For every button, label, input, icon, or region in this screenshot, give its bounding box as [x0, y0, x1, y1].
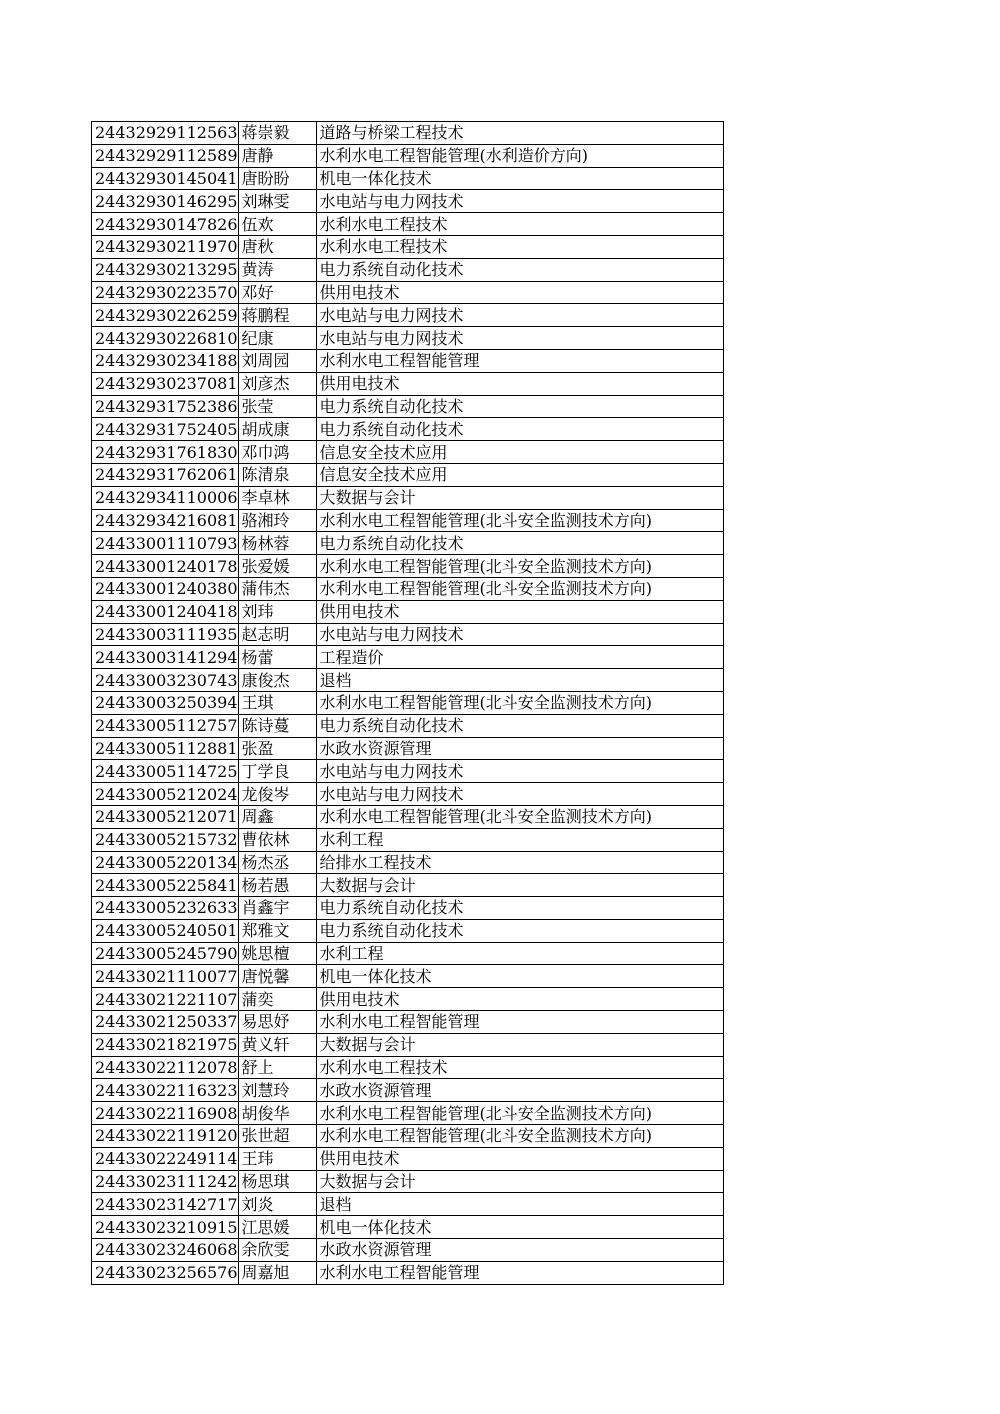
student-name-cell: 刘慧玲 — [238, 1079, 316, 1102]
major-cell: 退档 — [316, 1193, 723, 1216]
table-row — [92, 1125, 724, 1148]
major-cell: 水利水电工程技术 — [316, 213, 723, 236]
table-row — [92, 919, 724, 942]
major-cell: 水电站与电力网技术 — [316, 783, 723, 806]
table-row — [92, 1239, 724, 1262]
candidate-number-cell: 24433023256576 — [92, 1261, 239, 1284]
table-row — [92, 1102, 724, 1125]
candidate-number-cell: 24432930226259 — [92, 304, 239, 327]
candidate-number-cell: 24432930147826 — [92, 213, 239, 236]
student-name-cell: 黄义轩 — [238, 1033, 316, 1056]
major-cell: 水利水电工程智能管理(北斗安全监测技术方向) — [316, 805, 723, 828]
major-cell: 水利水电工程智能管理(北斗安全监测技术方向) — [316, 1102, 723, 1125]
major-cell: 机电一体化技术 — [316, 167, 723, 190]
student-name-cell: 邓好 — [238, 281, 316, 304]
table-row — [92, 714, 724, 737]
major-cell: 水电站与电力网技术 — [316, 623, 723, 646]
student-name-cell: 蒋崇毅 — [238, 122, 316, 145]
student-name-cell: 周嘉旭 — [238, 1261, 316, 1284]
major-cell: 水利水电工程智能管理 — [316, 1261, 723, 1284]
major-cell: 水利水电工程技术 — [316, 235, 723, 258]
table-row — [92, 897, 724, 920]
table-row — [92, 942, 724, 965]
major-cell: 机电一体化技术 — [316, 1216, 723, 1239]
student-name-cell: 杨杰丞 — [238, 851, 316, 874]
student-name-cell: 杨林蓉 — [238, 532, 316, 555]
major-cell: 给排水工程技术 — [316, 851, 723, 874]
table-row — [92, 509, 724, 532]
table-row — [92, 577, 724, 600]
candidate-number-cell: 24433001240178 — [92, 555, 239, 578]
major-cell: 大数据与会计 — [316, 874, 723, 897]
major-cell: 电力系统自动化技术 — [316, 919, 723, 942]
student-name-cell: 赵志明 — [238, 623, 316, 646]
major-cell: 水利水电工程智能管理(北斗安全监测技术方向) — [316, 1125, 723, 1148]
student-name-cell: 龙俊岑 — [238, 783, 316, 806]
table-row — [92, 1056, 724, 1079]
candidate-number-cell: 24432929112563 — [92, 122, 239, 145]
candidate-number-cell: 24432930234188 — [92, 349, 239, 372]
student-name-cell: 周鑫 — [238, 805, 316, 828]
table-row — [92, 349, 724, 372]
table-row — [92, 190, 724, 213]
table-row — [92, 828, 724, 851]
major-cell: 工程造价 — [316, 646, 723, 669]
student-name-cell: 余欣雯 — [238, 1239, 316, 1262]
candidate-number-cell: 24432930211970 — [92, 235, 239, 258]
candidate-number-cell: 24433005112881 — [92, 737, 239, 760]
table-row — [92, 327, 724, 350]
major-cell: 水利水电工程智能管理(北斗安全监测技术方向) — [316, 577, 723, 600]
candidate-number-cell: 24433022249114 — [92, 1147, 239, 1170]
major-cell: 大数据与会计 — [316, 486, 723, 509]
candidate-number-cell: 24433003111935 — [92, 623, 239, 646]
candidate-number-cell: 24433005225841 — [92, 874, 239, 897]
major-cell: 水政水资源管理 — [316, 737, 723, 760]
candidate-number-cell: 24433005212071 — [92, 805, 239, 828]
student-name-cell: 张盈 — [238, 737, 316, 760]
student-name-cell: 杨若愚 — [238, 874, 316, 897]
table-row — [92, 235, 724, 258]
candidate-number-cell: 24433005112757 — [92, 714, 239, 737]
major-cell: 水利工程 — [316, 828, 723, 851]
major-cell: 供用电技术 — [316, 281, 723, 304]
student-name-cell: 郑雅文 — [238, 919, 316, 942]
student-name-cell: 胡成康 — [238, 418, 316, 441]
candidate-number-cell: 24433001240380 — [92, 577, 239, 600]
major-cell: 供用电技术 — [316, 600, 723, 623]
student-name-cell: 唐盼盼 — [238, 167, 316, 190]
student-name-cell: 刘彦杰 — [238, 372, 316, 395]
candidate-number-cell: 24432930226810 — [92, 327, 239, 350]
table-row — [92, 1033, 724, 1056]
major-cell: 水电站与电力网技术 — [316, 190, 723, 213]
major-cell: 水利水电工程智能管理 — [316, 1011, 723, 1034]
table-row — [92, 281, 724, 304]
candidate-number-cell: 24432930145041 — [92, 167, 239, 190]
student-name-cell: 刘炎 — [238, 1193, 316, 1216]
major-cell: 电力系统自动化技术 — [316, 714, 723, 737]
candidate-number-cell: 24433021250337 — [92, 1011, 239, 1034]
table-row — [92, 1011, 724, 1034]
table-row — [92, 372, 724, 395]
table-row — [92, 783, 724, 806]
student-name-cell: 唐静 — [238, 144, 316, 167]
student-name-cell: 纪康 — [238, 327, 316, 350]
student-name-cell: 胡俊华 — [238, 1102, 316, 1125]
major-cell: 水利水电工程智能管理 — [316, 349, 723, 372]
candidate-number-cell: 24432931761830 — [92, 441, 239, 464]
major-cell: 道路与桥梁工程技术 — [316, 122, 723, 145]
candidate-number-cell: 24432930223570 — [92, 281, 239, 304]
candidate-number-cell: 24433005240501 — [92, 919, 239, 942]
major-cell: 信息安全技术应用 — [316, 463, 723, 486]
major-cell: 水利水电工程智能管理(北斗安全监测技术方向) — [316, 509, 723, 532]
table-row — [92, 486, 724, 509]
major-cell: 水利水电工程技术 — [316, 1056, 723, 1079]
student-name-cell: 邓巾鸿 — [238, 441, 316, 464]
major-cell: 供用电技术 — [316, 372, 723, 395]
candidate-number-cell: 24433022116908 — [92, 1102, 239, 1125]
table-row — [92, 395, 724, 418]
major-cell: 水电站与电力网技术 — [316, 760, 723, 783]
student-name-cell: 丁学良 — [238, 760, 316, 783]
table-row — [92, 851, 724, 874]
student-name-cell: 曹依林 — [238, 828, 316, 851]
candidate-number-cell: 24433005232633 — [92, 897, 239, 920]
student-name-cell: 蒲奕 — [238, 988, 316, 1011]
table-row — [92, 418, 724, 441]
table-row — [92, 304, 724, 327]
table-row — [92, 691, 724, 714]
candidate-number-cell: 24433003230743 — [92, 669, 239, 692]
candidate-number-cell: 24432929112589 — [92, 144, 239, 167]
student-name-cell: 杨思琪 — [238, 1170, 316, 1193]
candidate-number-cell: 24433023210915 — [92, 1216, 239, 1239]
candidate-number-cell: 24433022119120 — [92, 1125, 239, 1148]
major-cell: 供用电技术 — [316, 988, 723, 1011]
major-cell: 电力系统自动化技术 — [316, 418, 723, 441]
candidate-number-cell: 24432934216081 — [92, 509, 239, 532]
major-cell: 电力系统自动化技术 — [316, 258, 723, 281]
student-name-cell: 康俊杰 — [238, 669, 316, 692]
table-row — [92, 965, 724, 988]
student-name-cell: 蒋鹏程 — [238, 304, 316, 327]
candidate-number-cell: 24433022116323 — [92, 1079, 239, 1102]
table-row — [92, 1170, 724, 1193]
student-name-cell: 王琪 — [238, 691, 316, 714]
table-row — [92, 669, 724, 692]
table-row — [92, 122, 724, 145]
student-name-cell: 蒲伟杰 — [238, 577, 316, 600]
major-cell: 大数据与会计 — [316, 1033, 723, 1056]
student-name-cell: 易思妤 — [238, 1011, 316, 1034]
candidate-number-cell: 24433005114725 — [92, 760, 239, 783]
student-name-cell: 骆湘玲 — [238, 509, 316, 532]
major-cell: 水利水电工程智能管理(北斗安全监测技术方向) — [316, 691, 723, 714]
student-name-cell: 伍欢 — [238, 213, 316, 236]
student-name-cell: 唐秋 — [238, 235, 316, 258]
table-row — [92, 988, 724, 1011]
candidate-number-cell: 24433021221107 — [92, 988, 239, 1011]
table-row — [92, 805, 724, 828]
table-row — [92, 874, 724, 897]
table-row — [92, 144, 724, 167]
table-row — [92, 463, 724, 486]
candidate-number-cell: 24433021110077 — [92, 965, 239, 988]
major-cell: 电力系统自动化技术 — [316, 395, 723, 418]
student-name-cell: 唐悦馨 — [238, 965, 316, 988]
table-row — [92, 737, 724, 760]
table-row — [92, 623, 724, 646]
candidate-number-cell: 24432931762061 — [92, 463, 239, 486]
table-row — [92, 532, 724, 555]
major-cell: 机电一体化技术 — [316, 965, 723, 988]
student-name-cell: 李卓林 — [238, 486, 316, 509]
candidate-number-cell: 24433005220134 — [92, 851, 239, 874]
table-row — [92, 213, 724, 236]
student-name-cell: 张爱媛 — [238, 555, 316, 578]
table-row — [92, 1193, 724, 1216]
table-row — [92, 1079, 724, 1102]
major-cell: 供用电技术 — [316, 1147, 723, 1170]
candidate-number-cell: 24432930146295 — [92, 190, 239, 213]
student-name-cell: 肖鑫宇 — [238, 897, 316, 920]
candidate-number-cell: 24433023111242 — [92, 1170, 239, 1193]
student-name-cell: 张世超 — [238, 1125, 316, 1148]
major-cell: 电力系统自动化技术 — [316, 532, 723, 555]
candidate-number-cell: 24432934110006 — [92, 486, 239, 509]
candidate-number-cell: 24433021821975 — [92, 1033, 239, 1056]
major-cell: 水利工程 — [316, 942, 723, 965]
student-name-cell: 陈清泉 — [238, 463, 316, 486]
student-name-cell: 黄涛 — [238, 258, 316, 281]
major-cell: 水利水电工程智能管理(水利造价方向) — [316, 144, 723, 167]
candidate-number-cell: 24432930213295 — [92, 258, 239, 281]
candidate-number-cell: 24432930237081 — [92, 372, 239, 395]
student-name-cell: 杨蕾 — [238, 646, 316, 669]
student-name-cell: 张莹 — [238, 395, 316, 418]
student-name-cell: 陈诗蔓 — [238, 714, 316, 737]
major-cell: 退档 — [316, 669, 723, 692]
major-cell: 电力系统自动化技术 — [316, 897, 723, 920]
student-name-cell: 舒上 — [238, 1056, 316, 1079]
major-cell: 水政水资源管理 — [316, 1239, 723, 1262]
candidate-number-cell: 24433005215732 — [92, 828, 239, 851]
candidate-number-cell: 24433005245790 — [92, 942, 239, 965]
major-cell: 水电站与电力网技术 — [316, 304, 723, 327]
major-cell: 水政水资源管理 — [316, 1079, 723, 1102]
student-name-cell: 王玮 — [238, 1147, 316, 1170]
candidate-number-cell: 24433022112078 — [92, 1056, 239, 1079]
major-cell: 信息安全技术应用 — [316, 441, 723, 464]
candidate-number-cell: 24432931752386 — [92, 395, 239, 418]
table-row — [92, 760, 724, 783]
student-major-table — [91, 121, 724, 1285]
table-row — [92, 555, 724, 578]
student-name-cell: 姚思檀 — [238, 942, 316, 965]
student-name-cell: 刘玮 — [238, 600, 316, 623]
student-name-cell: 江思媛 — [238, 1216, 316, 1239]
table-row — [92, 167, 724, 190]
major-cell: 大数据与会计 — [316, 1170, 723, 1193]
table-row — [92, 258, 724, 281]
table-row — [92, 1147, 724, 1170]
candidate-number-cell: 24432931752405 — [92, 418, 239, 441]
table-row — [92, 1261, 724, 1284]
table-row — [92, 441, 724, 464]
candidate-number-cell: 24433023142717 — [92, 1193, 239, 1216]
candidate-number-cell: 24433001240418 — [92, 600, 239, 623]
table-row — [92, 600, 724, 623]
candidate-number-cell: 24433003250394 — [92, 691, 239, 714]
candidate-number-cell: 24433023246068 — [92, 1239, 239, 1262]
major-cell: 水电站与电力网技术 — [316, 327, 723, 350]
candidate-number-cell: 24433003141294 — [92, 646, 239, 669]
student-name-cell: 刘周园 — [238, 349, 316, 372]
student-name-cell: 刘琳雯 — [238, 190, 316, 213]
candidate-number-cell: 24433001110793 — [92, 532, 239, 555]
candidate-number-cell: 24433005212024 — [92, 783, 239, 806]
table-body — [92, 122, 724, 1285]
table-row — [92, 646, 724, 669]
table-row — [92, 1216, 724, 1239]
major-cell: 水利水电工程智能管理(北斗安全监测技术方向) — [316, 555, 723, 578]
